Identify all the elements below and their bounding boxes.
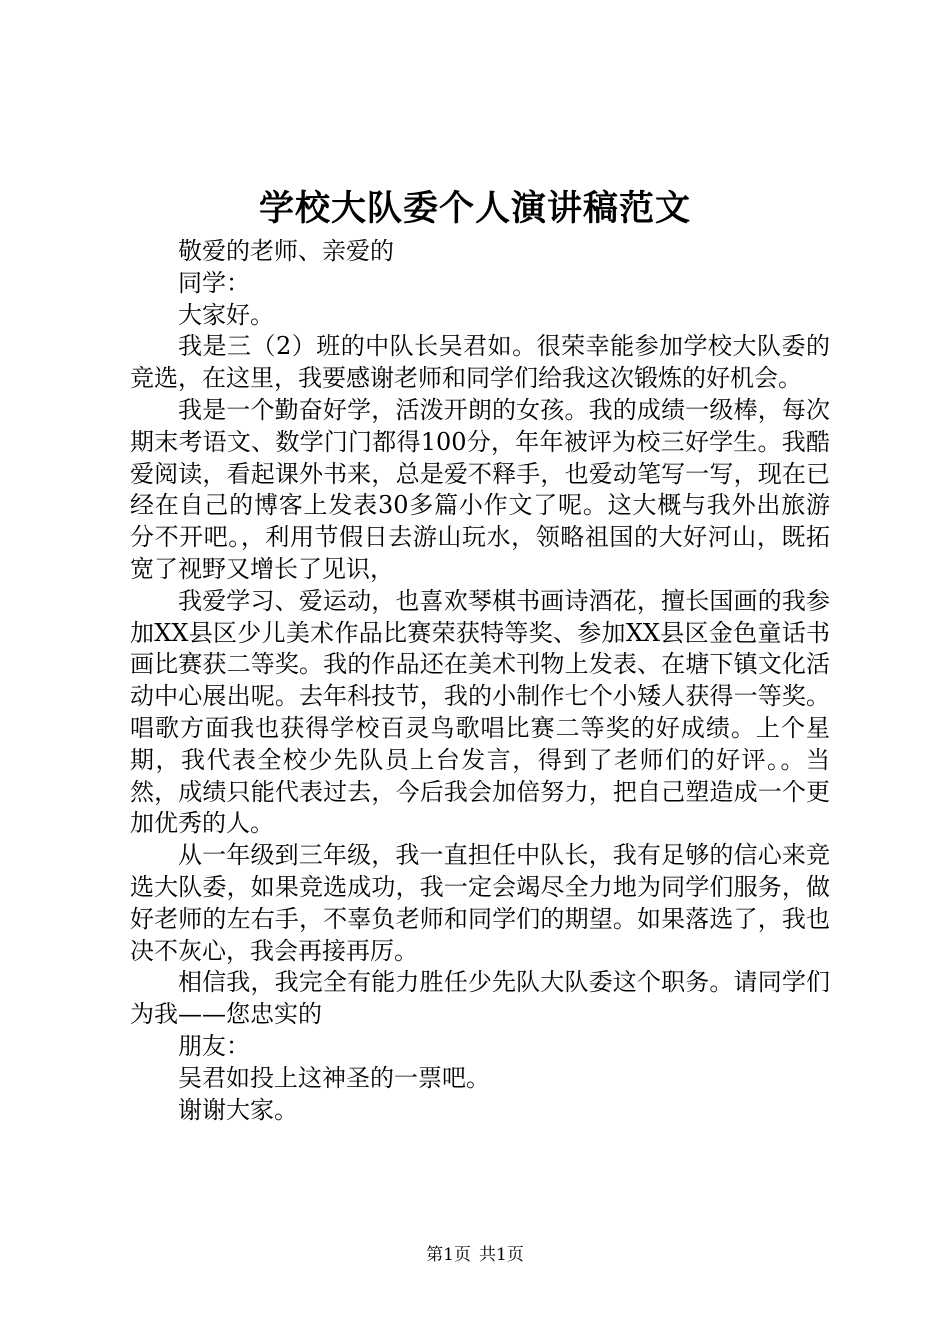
paragraph-personality: 我是一个勤奋好学，活泼开朗的女孩。我的成绩一级棒，每次期末考语文、数学门门都得100分，年年被评为校三好学生。我酷爱阅读，看起课外书来，总是爱不释手，也爱动笔写一写，现在已经在自己的博客上发表30多篇小作文了呢。这大概与我外出旅游分不开吧。，利用节假日去游山玩水，领略祖国的大好河山，既拓宽了视野又增长了见识， [130, 395, 830, 583]
paragraph-salutation: 敬爱的老师、亲爱的 [178, 237, 394, 265]
paragraph-achievements: 我爱学习、爱运动，也喜欢琴棋书画诗酒花，擅长国画的我参加XX县区少儿美术作品比赛荣获特等奖、参加XX县区金色童话书画比赛获二等奖。我的作品还在美术刊物上发表、在塘下镇文化活动中心展出呢。去年科技节，我的小制作七个小矮人获得一等奖。唱歌方面我也获得学校百灵鸟歌唱比赛二等奖的好成绩。上个星期，我代表全校少先队员上台发言，得到了老师们的好评。。当然，成绩只能代表过去，今后我会加倍努力，把自己塑造成一个更加优秀的人。 [130, 586, 830, 838]
paragraph-greeting: 大家好。 [178, 300, 274, 329]
paragraph-friend: 朋友： [178, 1031, 250, 1060]
paragraph-vote-request: 吴君如投上这神圣的一票吧。 [178, 1063, 490, 1092]
paragraph-appeal: 相信我，我完全有能力胜任少先队大队委这个职务。请同学们为我——您忠实的 [130, 968, 830, 1029]
paragraph-thanks: 谢谢大家。 [178, 1095, 298, 1124]
page-footer [0, 1243, 950, 1267]
page-number-total: 共1页 [479, 1245, 524, 1265]
paragraph-introduction: 我是三（2）班的中队长吴君如。很荣幸能参加学校大队委的竞选，在这里，我要感谢老师和同学们给我这次锻炼的好机会。 [130, 332, 830, 393]
paragraph-salutation-cont: 同学： [178, 268, 250, 297]
document-title: 学校大队委个人演讲稿范文 [258, 188, 691, 229]
paragraph-commitment: 从一年级到三年级，我一直担任中队长，我有足够的信心来竞选大队委，如果竞选成功，我一定会竭尽全力地为同学们服务，做好老师的左右手，不辜负老师和同学们的期望。如果落选了，我也决不灰心，我会再接再厉。 [130, 841, 830, 965]
document-body [130, 236, 830, 1126]
page-number-current: 第1页 [426, 1245, 471, 1265]
